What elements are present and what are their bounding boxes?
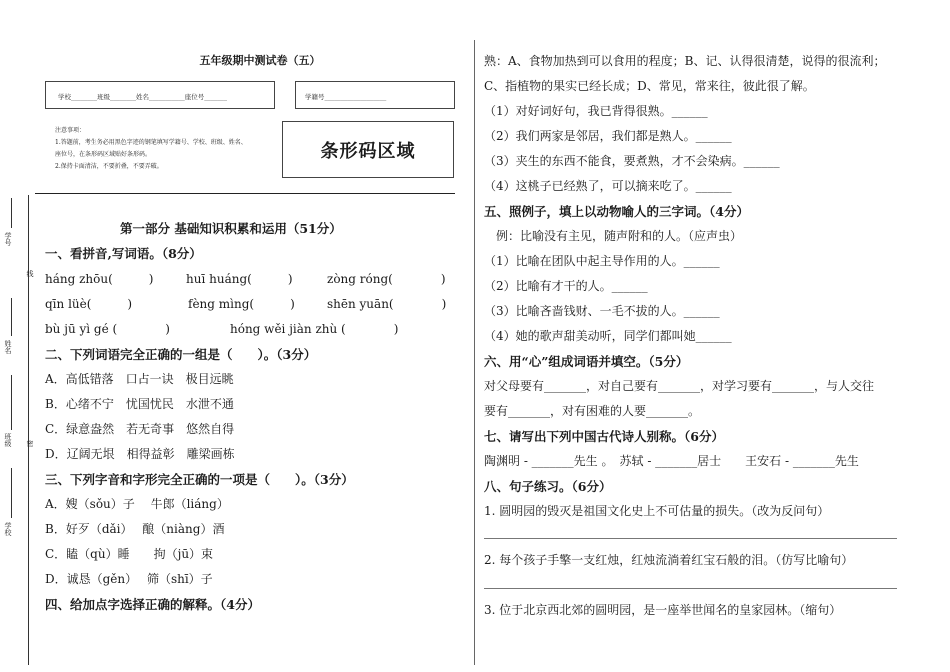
binding-label-line: 线 bbox=[26, 270, 34, 277]
q3-option-c: C．瞌（qù）睡 拘（jū）束 bbox=[45, 547, 214, 561]
notice-2: 2.保持卡面清洁，不要折叠，不要弄破。 bbox=[55, 163, 163, 170]
q5-title: 五、照例子，填上以动物喻人的三字词。（4分） bbox=[484, 204, 749, 219]
q8-title: 八、句子练习。（6分） bbox=[484, 479, 612, 494]
q3-title: 三、下列字音和字形完全正确的一项是（ ）。（3分） bbox=[45, 472, 354, 487]
answer-line bbox=[484, 538, 897, 539]
q4-item: （4）这桃子已经熟了，可以摘来吃了。______ bbox=[484, 179, 732, 193]
q3-option-b: B．好歹（dǎi） 酿（niàng）酒 bbox=[45, 522, 225, 536]
q4-title: 四、给加点字选择正确的解释。（4分） bbox=[45, 597, 260, 612]
notice-1: 1.答题前，考生务必用黑色字迹的钢笔填写学籍号、学校、班级、姓名、 bbox=[55, 139, 247, 146]
binding-label-seal: 密 bbox=[26, 440, 34, 447]
column-divider bbox=[474, 40, 475, 665]
binding-blank-student-no bbox=[11, 198, 12, 228]
q1-title: 一、看拼音,写词语。（8分） bbox=[45, 246, 202, 261]
binding-blank-school bbox=[11, 468, 12, 518]
info-line: 学校________班级________姓名___________座位号_______ bbox=[58, 93, 227, 101]
q1-item: zòng róng( ) bbox=[327, 272, 446, 286]
header-separator bbox=[35, 193, 455, 194]
q4-item: （3）夹生的东西不能食，要煮熟，才不会染病。______ bbox=[484, 154, 780, 168]
q7-line: 陶渊明 - _______先生 。 苏轼 - _______居士 王安石 - _______先生 bbox=[484, 454, 859, 468]
q1-item: shēn yuān( ) bbox=[327, 297, 447, 311]
q6-line-1: 对父母要有_______，对自己要有_______，对学习要有_______，与人交往 bbox=[484, 379, 875, 393]
q5-example: 例：比喻没有主见，随声附和的人。（应声虫） bbox=[496, 229, 743, 243]
part1-title: 第一部分 基础知识积累和运用（51分） bbox=[120, 221, 342, 236]
q5-item: （3）比喻吝啬钱财、一毛不拔的人。______ bbox=[484, 304, 720, 318]
barcode-area: 条形码区域 bbox=[282, 121, 454, 178]
binding-label-name: 姓名 bbox=[4, 340, 12, 354]
binding-label-student-no: 学号 bbox=[4, 232, 12, 246]
binding-label-class: 班级 bbox=[4, 433, 12, 447]
q8-item-1: 1. 圆明园的毁灭是祖国文化史上不可估量的损失。（改为反问句） bbox=[484, 504, 830, 518]
binding-line bbox=[28, 195, 29, 665]
q1-item: bù jū yì gé ( ) bbox=[45, 322, 170, 336]
q1-item: hóng wěi jiàn zhù ( ) bbox=[230, 322, 399, 336]
notice-title: 注意事项： bbox=[55, 127, 86, 134]
q2-option-d: D．辽阔无垠 相得益彰 雕梁画栋 bbox=[45, 447, 235, 461]
answer-line bbox=[484, 588, 897, 589]
q1-item: qīn lüè( ) bbox=[45, 297, 133, 311]
q2-option-a: A．高低错落 口占一诀 极目远眺 bbox=[45, 372, 234, 386]
q5-item: （1）比喻在团队中起主导作用的人。______ bbox=[484, 254, 720, 268]
q3-option-d: D．诚恳（gěn） 筛（shī）子 bbox=[45, 572, 213, 586]
binding-blank-class bbox=[11, 375, 12, 430]
binding-label-school: 学校 bbox=[4, 522, 12, 536]
q4-intro-2: C、指植物的果实已经长成；D、常见，常来往，彼此很了解。 bbox=[484, 79, 815, 93]
student-no-line: 学籍号___________________ bbox=[305, 93, 387, 101]
binding-blank-name bbox=[11, 298, 12, 336]
q2-title: 二、下列词语完全正确的一组是（ ）。（3分） bbox=[45, 347, 317, 362]
q2-option-c: C．绿意盎然 若无奇事 悠然自得 bbox=[45, 422, 235, 436]
q4-intro-1: 熟：A、食物加热到可以食用的程度；B、记、认得很清楚，说得的很流利； bbox=[484, 54, 886, 68]
q4-item: （2）我们两家是邻居，我们都是熟人。______ bbox=[484, 129, 732, 143]
q1-item: fèng mìng( ) bbox=[188, 297, 295, 311]
q5-item: （2）比喻有才干的人。______ bbox=[484, 279, 648, 293]
q6-title: 六、用“心”组成词语并填空。（5分） bbox=[484, 354, 689, 369]
q7-title: 七、请写出下列中国古代诗人别称。（6分） bbox=[484, 429, 724, 444]
q8-item-2: 2. 每个孩子手擎一支红烛，红烛流淌着红宝石般的泪。（仿写比喻句） bbox=[484, 553, 854, 567]
q1-item: háng zhōu( ) bbox=[45, 272, 154, 286]
q2-option-b: B．心绪不宁 忧国忧民 水泄不通 bbox=[45, 397, 234, 411]
q3-option-a: A．嫂（sǒu）子 牛郎（liáng） bbox=[45, 497, 229, 511]
notice-1b: 座位号，在条形码区域贴好条形码。 bbox=[55, 151, 152, 158]
q8-item-3: 3. 位于北京西北郊的圆明园，是一座举世闻名的皇家园林。（缩句） bbox=[484, 603, 842, 617]
q5-item: （4）她的歌声甜美动听，同学们都叫她______ bbox=[484, 329, 732, 343]
q6-line-2: 要有_______，对有困难的人要_______。 bbox=[484, 404, 701, 418]
q4-item: （1）对好词好句，我已背得很熟。______ bbox=[484, 104, 708, 118]
exam-title: 五年级期中测试卷（五） bbox=[199, 54, 321, 67]
q1-item: huī huáng( ) bbox=[186, 272, 293, 286]
